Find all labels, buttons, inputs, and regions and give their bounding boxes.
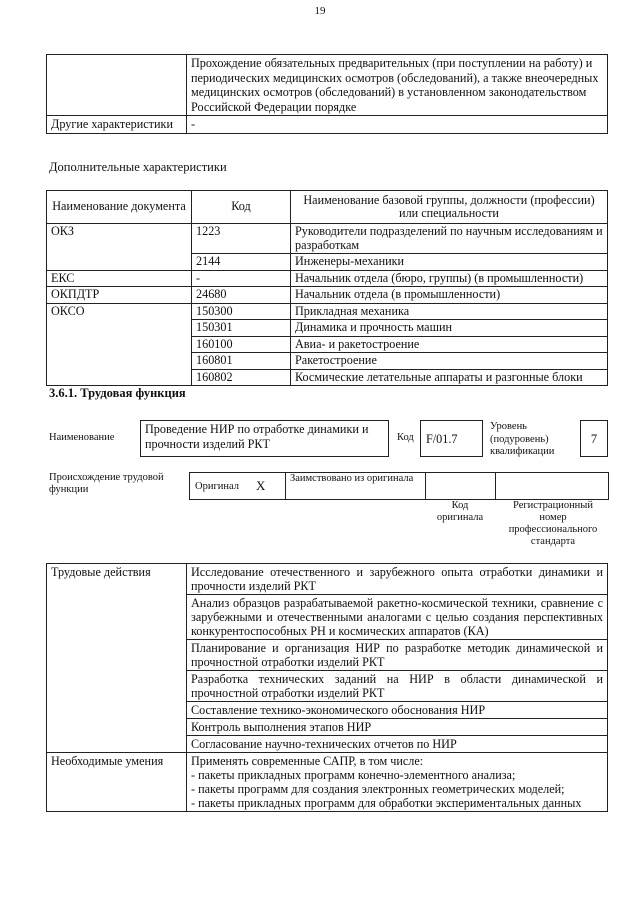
name-cell: Начальник отдела (бюро, группы) (в промышленности) bbox=[291, 270, 608, 287]
table-row bbox=[47, 116, 608, 134]
table-row bbox=[47, 753, 608, 812]
code-cell: 150300 bbox=[192, 303, 291, 320]
name-cell: Инженеры-механики bbox=[291, 254, 608, 271]
labor-actions-table bbox=[46, 563, 608, 812]
additional-characteristics-heading: Дополнительные характеристики bbox=[49, 160, 227, 174]
origin-box bbox=[189, 472, 609, 500]
doc-cell: ОКПДТР bbox=[47, 287, 192, 304]
doc-cell: ОКСО bbox=[47, 303, 192, 386]
code-original-caption: Код оригинала bbox=[436, 500, 484, 523]
code-cell: 160801 bbox=[192, 353, 291, 370]
column-header: Наименование документа bbox=[47, 191, 192, 224]
skill-line: - пакеты прикладных программ конечно-элементного анализа; bbox=[191, 768, 516, 782]
section-title: 3.6.1. Трудовая функция bbox=[49, 386, 186, 400]
skills-cell bbox=[187, 753, 608, 812]
origin-label: Происхождение трудовой функции bbox=[49, 472, 164, 495]
code-cell: - bbox=[192, 270, 291, 287]
name-cell: Динамика и прочность машин bbox=[291, 320, 608, 337]
column-header: Код bbox=[192, 191, 291, 224]
code-cell: 2144 bbox=[192, 254, 291, 271]
code-cell: 24680 bbox=[192, 287, 291, 304]
action-item: Анализ образцов разрабатываемой ракетно-космической техники, сравнение с зарубежными и отечественными аналогами с целью создания перспективных конкурентоспособных РН и космических аппаратов (КА) bbox=[187, 595, 608, 640]
name-cell: Прикладная механика bbox=[291, 303, 608, 320]
action-item: Контроль выполнения этапов НИР bbox=[187, 719, 608, 736]
function-name-box: Проведение НИР по отработке динамики и прочности изделий РКТ bbox=[140, 420, 389, 457]
classifier-table bbox=[46, 190, 608, 386]
table-row bbox=[47, 564, 608, 595]
name-cell: Ракетостроение bbox=[291, 353, 608, 370]
action-item: Разработка технических заданий на НИР в области динамической и прочностной отработки изделий РКТ bbox=[187, 671, 608, 702]
table-row bbox=[47, 55, 608, 116]
action-item: Исследование отечественного и зарубежного опыта отработки динамики и прочности изделий РКТ bbox=[187, 564, 608, 595]
name-label: Наименование bbox=[49, 432, 115, 443]
doc-cell: ЕКС bbox=[47, 270, 192, 287]
name-cell: Космические летательные аппараты и разгонные блоки bbox=[291, 369, 608, 386]
original-label: Оригинал bbox=[195, 481, 239, 492]
table-row bbox=[47, 224, 608, 254]
divider bbox=[285, 473, 286, 499]
code-cell: 160802 bbox=[192, 369, 291, 386]
code-label: Код bbox=[397, 432, 414, 443]
code-cell: 150301 bbox=[192, 320, 291, 337]
code-cell: 1223 bbox=[192, 224, 291, 254]
divider bbox=[425, 473, 426, 499]
name-cell: Начальник отдела (в промышленности) bbox=[291, 287, 608, 304]
other-characteristics-value: - bbox=[187, 116, 608, 134]
original-mark: X bbox=[256, 478, 266, 493]
code-cell: 160100 bbox=[192, 336, 291, 353]
action-item: Составление технико-экономического обоснования НИР bbox=[187, 702, 608, 719]
action-item: Согласование научно-технических отчетов по НИР bbox=[187, 736, 608, 753]
table-row bbox=[47, 303, 608, 320]
reg-number-caption: Регистрационный номер профессионального стандарта bbox=[508, 500, 598, 547]
doc-cell: ОКЗ bbox=[47, 224, 192, 271]
skills-label: Необходимые умения bbox=[47, 753, 187, 812]
name-cell: Руководители подразделений по научным исследованиям и разработкам bbox=[291, 224, 608, 254]
action-item: Планирование и организация НИР по разработке методик динамической и прочностной отработки изделий РКТ bbox=[187, 640, 608, 671]
page-number: 19 bbox=[314, 5, 326, 17]
name-cell: Авиа- и ракетостроение bbox=[291, 336, 608, 353]
table-row bbox=[47, 270, 608, 287]
other-characteristics-label: Другие характеристики bbox=[47, 116, 187, 134]
level-value-box: 7 bbox=[580, 420, 608, 457]
actions-label: Трудовые действия bbox=[47, 564, 187, 753]
skill-line: - пакеты прикладных программ для обработки экспериментальных данных bbox=[191, 796, 582, 810]
table-row bbox=[47, 287, 608, 304]
table-header-row bbox=[47, 191, 608, 224]
borrowed-label: Заимствовано из оригинала bbox=[290, 473, 414, 484]
skill-line: - пакеты программ для создания электронных геометрических моделей; bbox=[191, 782, 565, 796]
skill-line: Применять современные САПР, в том числе: bbox=[191, 754, 424, 768]
function-code-box: F/01.7 bbox=[420, 420, 483, 457]
level-label: Уровень (подуровень) квалификации bbox=[490, 421, 555, 457]
divider bbox=[495, 473, 496, 499]
column-header: Наименование базовой группы, должности (профессии) или специальности bbox=[291, 191, 608, 224]
medical-requirements-text: Прохождение обязательных предварительных (при поступлении на работу) и периодических медицинских осмотров (обследований), а также внеочередных медицинских осмотров (обследований) в установленном законодательством Российской Федерации порядке bbox=[187, 55, 608, 116]
requirements-table bbox=[46, 54, 608, 134]
